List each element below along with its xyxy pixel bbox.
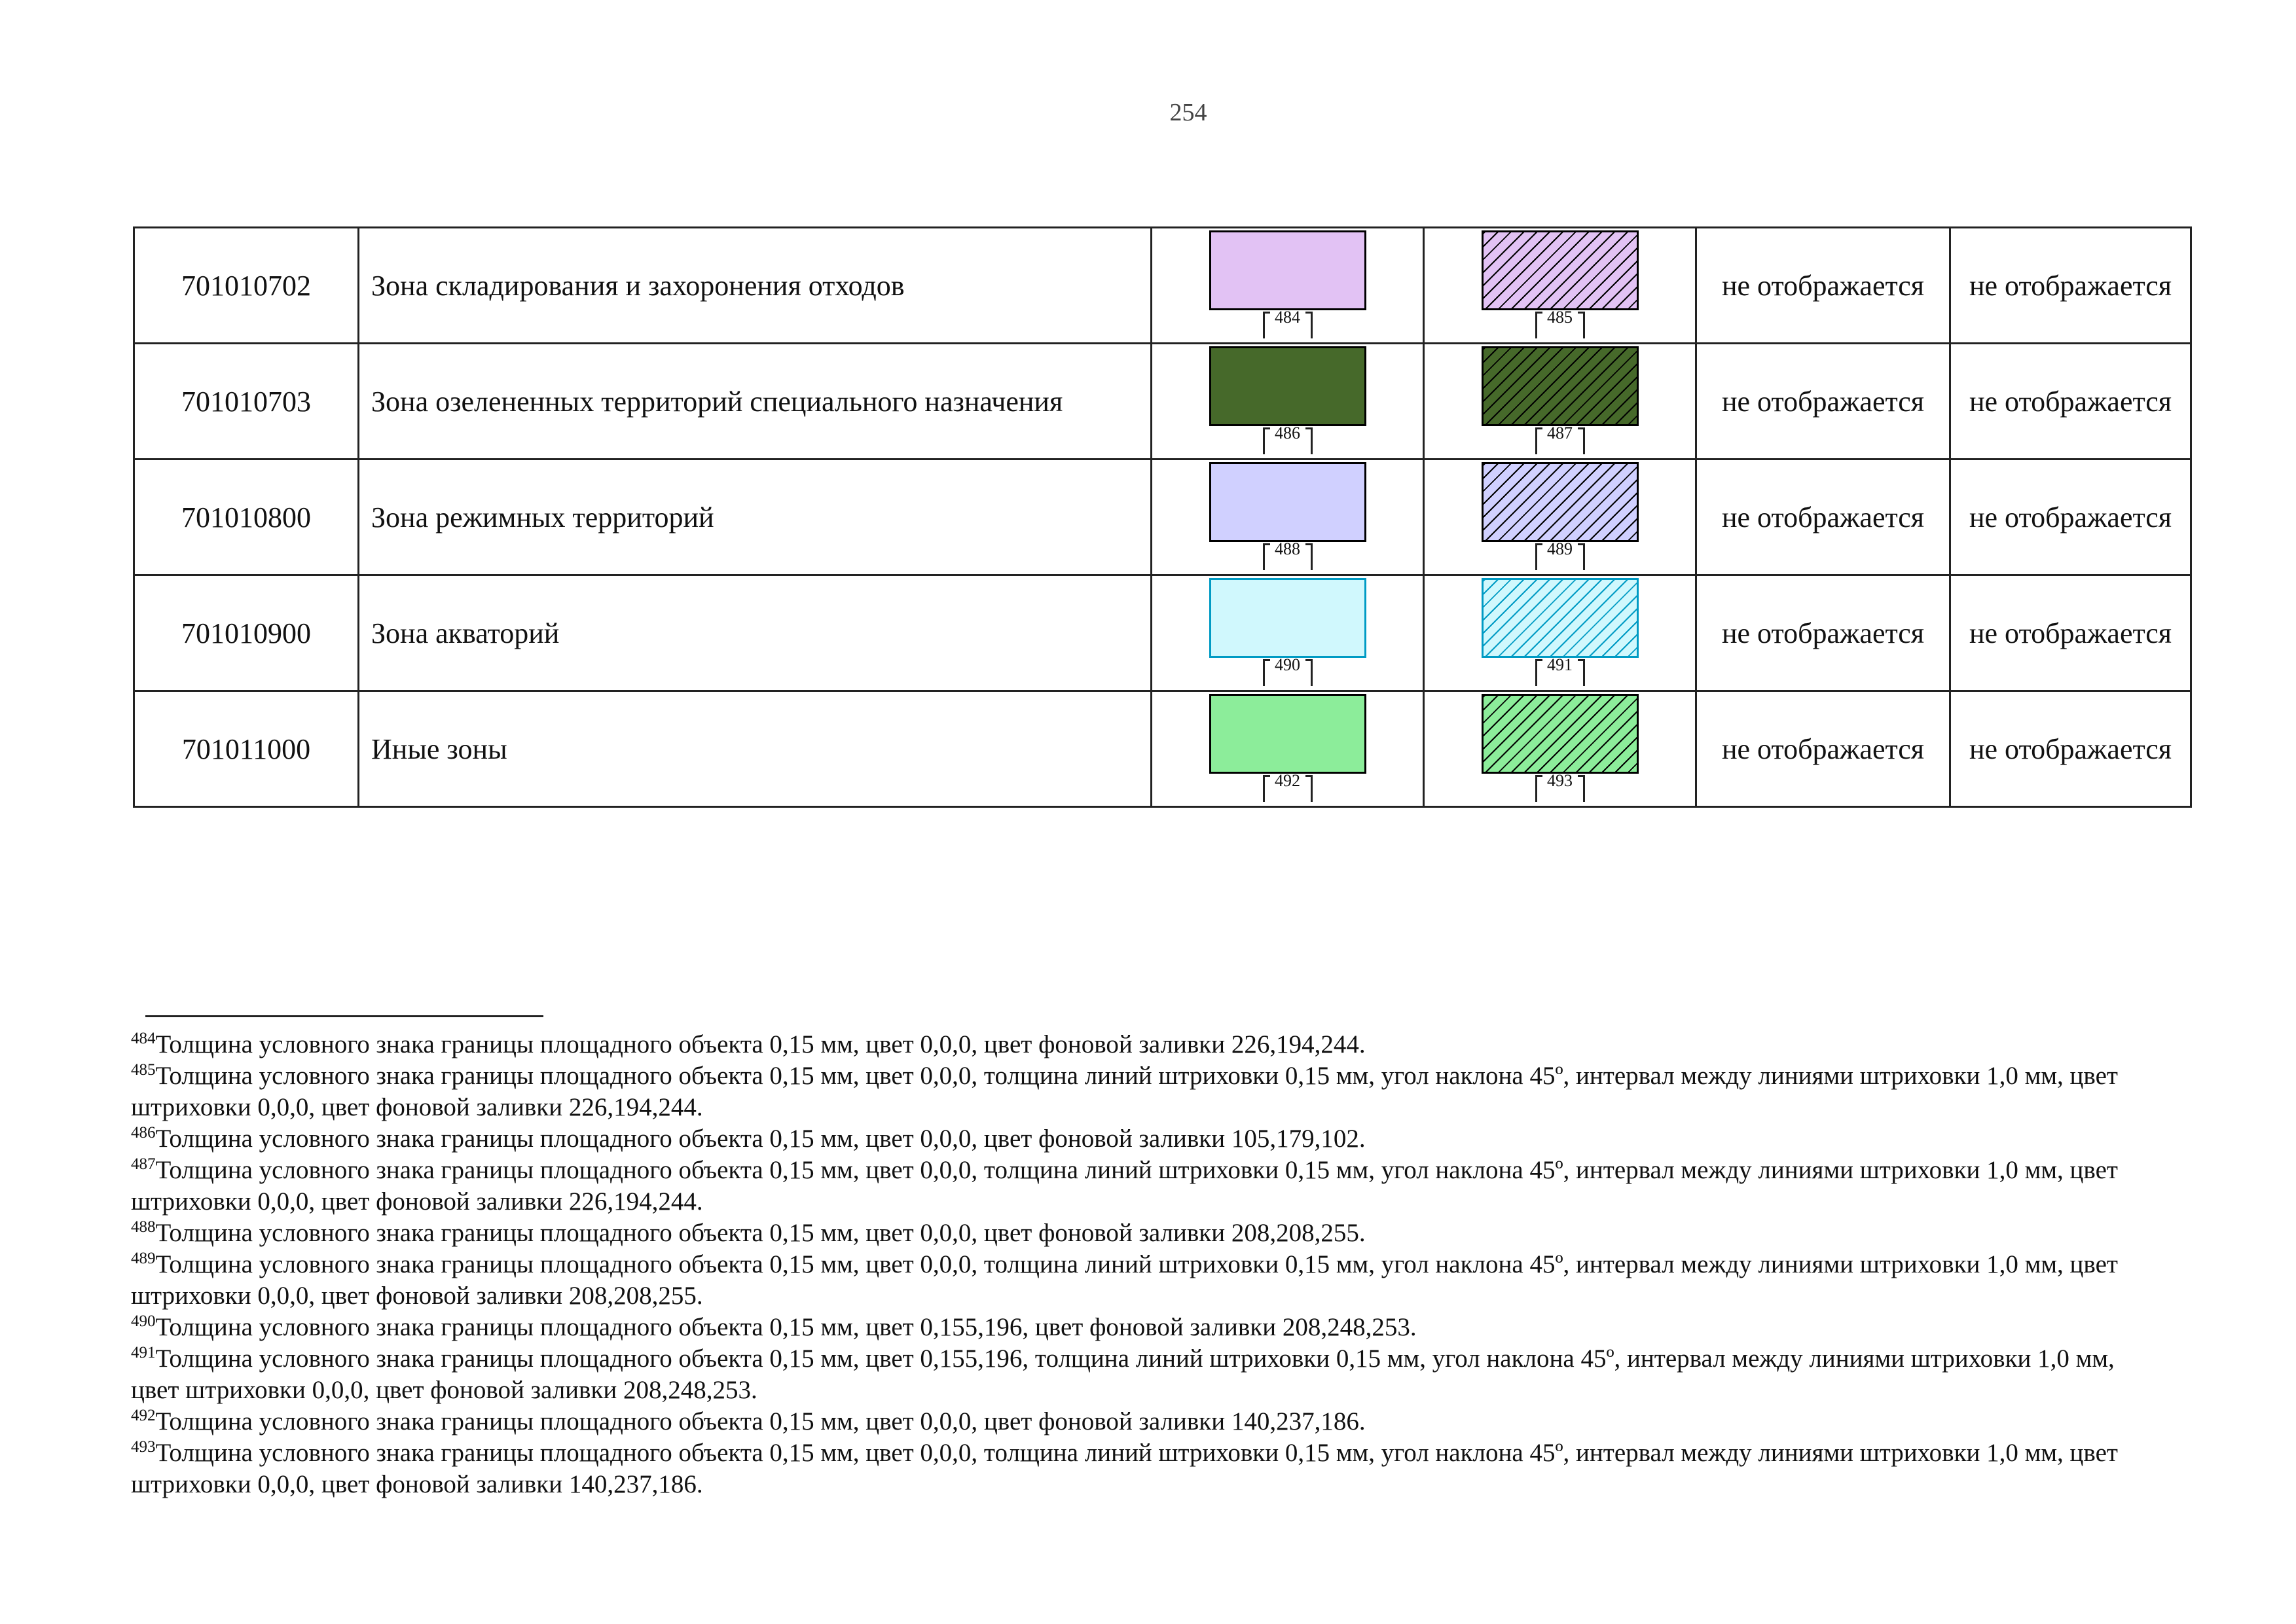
footnote-ref: 487 [1534,424,1586,443]
footnote-text: Толщина условного знака границы площадного объекта 0,15 мм, цвет 0,0,0, цвет фоновой заливки 105,179,102. [155,1125,1366,1153]
footnote-text: Толщина условного знака границы площадного объекта 0,15 мм, цвет 0,0,0, толщина линий штриховки 0,15 мм, угол наклона 45º, интервал между линиями штриховки 1,0 мм, цвет штриховки 0,0,0, цвет фоновой заливки 140,237,186. [131,1439,2118,1498]
display-status: не отображается [1696,344,1950,460]
footnote-number: 489 [131,1250,156,1267]
display-status: не отображается [1696,575,1950,691]
fill-swatch [1209,694,1366,774]
zone-code: 701010900 [134,575,359,691]
table-row [134,344,2191,460]
footnote-number: 487 [131,1155,156,1173]
footnote-number: 485 [131,1061,156,1079]
footnote [131,1218,2160,1249]
fill-symbol-cell [1152,575,1424,691]
fill-swatch [1209,346,1366,426]
footnote [131,1437,2160,1500]
hatch-symbol-cell [1424,344,1696,460]
hatch-swatch [1482,694,1639,774]
footnote-ref: 492 [1262,771,1314,791]
zone-name: Зона складирования и захоронения отходов [359,228,1152,344]
zone-code: 701010703 [134,344,359,460]
footnote-text: Толщина условного знака границы площадного объекта 0,15 мм, цвет 0,0,0, толщина линий штриховки 0,15 мм, угол наклона 45º, интервал между линиями штриховки 1,0 мм, цвет штриховки 0,0,0, цвет фоновой заливки 208,208,255. [131,1250,2118,1310]
footnote-ref: 491 [1534,655,1586,675]
table-row [134,575,2191,691]
footnote-text: Толщина условного знака границы площадного объекта 0,15 мм, цвет 0,155,196, толщина линий штриховки 0,15 мм, угол наклона 45º, интервал между линиями штриховки 1,0 мм, цвет штриховки 0,0,0, цвет фоновой заливки 208,248,253. [131,1344,2115,1404]
zone-name: Зона режимных территорий [359,460,1152,575]
hatch-swatch [1482,462,1639,542]
footnote-ref: 490 [1262,655,1314,675]
footnote-text: Толщина условного знака границы площадного объекта 0,15 мм, цвет 0,0,0, цвет фоновой заливки 140,237,186. [155,1407,1366,1435]
footnote-ref: 489 [1534,539,1586,559]
zone-code: 701010702 [134,228,359,344]
hatch-swatch [1482,346,1639,426]
footnote-number: 488 [131,1218,156,1236]
footnote-text: Толщина условного знака границы площадного объекта 0,15 мм, цвет 0,0,0, толщина линий штриховки 0,15 мм, угол наклона 45º, интервал между линиями штриховки 1,0 мм, цвет штриховки 0,0,0, цвет фоновой заливки 226,194,244. [131,1062,2118,1121]
footnote [131,1406,2160,1437]
footnote [131,1343,2160,1406]
display-status: не отображается [1696,691,1950,807]
zone-code: 701011000 [134,691,359,807]
footnote [131,1029,2160,1060]
display-status: не отображается [1950,344,2191,460]
footnote-number: 493 [131,1438,156,1456]
zone-name: Зона озелененных территорий специального назначения [359,344,1152,460]
hatch-symbol-cell [1424,460,1696,575]
footnote-number: 492 [131,1407,156,1424]
hatch-symbol-cell [1424,575,1696,691]
footnote [131,1249,2160,1312]
footnote-divider [145,1015,543,1017]
footnote [131,1155,2160,1218]
hatch-symbol-cell [1424,228,1696,344]
table-row [134,691,2191,807]
display-status: не отображается [1696,228,1950,344]
display-status: не отображается [1950,460,2191,575]
footnote-text: Толщина условного знака границы площадного объекта 0,15 мм, цвет 0,155,196, цвет фоновой заливки 208,248,253. [155,1313,1417,1341]
hatch-swatch [1482,230,1639,310]
footnote-ref: 484 [1262,308,1314,327]
footnote-number: 491 [131,1344,156,1362]
display-status: не отображается [1950,228,2191,344]
fill-symbol-cell [1152,691,1424,807]
hatch-symbol-cell [1424,691,1696,807]
zone-code: 701010800 [134,460,359,575]
fill-symbol-cell [1152,460,1424,575]
fill-symbol-cell [1152,228,1424,344]
hatch-swatch [1482,578,1639,658]
display-status: не отображается [1696,460,1950,575]
zones-table-body [134,228,2191,807]
footnote [131,1312,2160,1343]
fill-symbol-cell [1152,344,1424,460]
zone-name: Зона акваторий [359,575,1152,691]
table-row [134,228,2191,344]
footnote-ref: 488 [1262,539,1314,559]
footnote-ref: 486 [1262,424,1314,443]
footnotes [131,1029,2160,1500]
footnote-ref: 485 [1534,308,1586,327]
table-row [134,460,2191,575]
footnote-number: 490 [131,1312,156,1330]
display-status: не отображается [1950,575,2191,691]
footnote [131,1123,2160,1155]
fill-swatch [1209,578,1366,658]
fill-swatch [1209,462,1366,542]
footnote-ref: 493 [1534,771,1586,791]
display-status: не отображается [1950,691,2191,807]
zones-table [133,226,2192,808]
zone-name: Иные зоны [359,691,1152,807]
footnote-text: Толщина условного знака границы площадного объекта 0,15 мм, цвет 0,0,0, толщина линий штриховки 0,15 мм, угол наклона 45º, интервал между линиями штриховки 1,0 мм, цвет штриховки 0,0,0, цвет фоновой заливки 226,194,244. [131,1156,2118,1216]
page-number: 254 [1169,99,1207,126]
footnote-number: 486 [131,1124,156,1142]
footnote-number: 484 [131,1030,156,1047]
fill-swatch [1209,230,1366,310]
footnote-text: Толщина условного знака границы площадного объекта 0,15 мм, цвет 0,0,0, цвет фоновой заливки 226,194,244. [155,1030,1366,1058]
footnote [131,1060,2160,1123]
footnote-text: Толщина условного знака границы площадного объекта 0,15 мм, цвет 0,0,0, цвет фоновой заливки 208,208,255. [155,1219,1366,1247]
